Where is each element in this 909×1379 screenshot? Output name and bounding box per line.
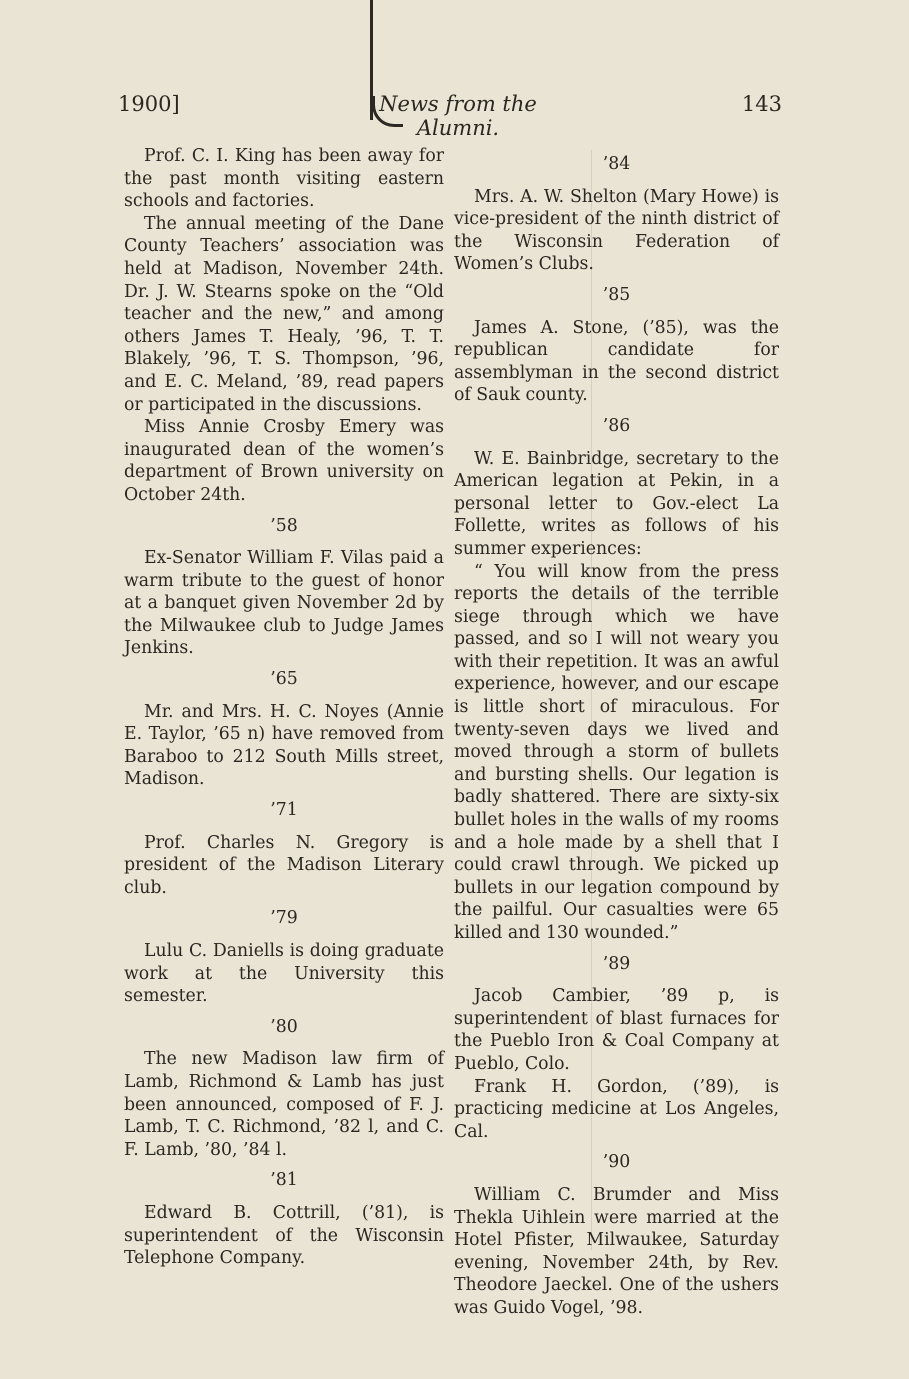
- class-year-heading: ’86: [602, 415, 631, 436]
- class-year-heading: ’89: [602, 953, 631, 974]
- news-paragraph: Prof. Charles N. Gregory is president of the Madison Literary club.: [124, 832, 444, 898]
- class-year-heading: ’71: [270, 800, 298, 821]
- news-paragraph: Prof. C. I. King has been away for the past month visiting eastern schools and factories.: [124, 146, 444, 212]
- class-year-heading: ’58: [270, 515, 298, 536]
- news-paragraph: Mrs. A. W. Shelton (Mary Howe) is vice-president of the ninth district of the Wisconsin Federation of Women’s Clubs.: [454, 186, 779, 275]
- header-year: 1900]: [118, 92, 180, 116]
- news-paragraph: Edward B. Cottrill, (’81), is superintendent of the Wisconsin Telephone Company.: [124, 1202, 444, 1269]
- news-paragraph: “ You will know from the press reports the details of the terrible siege through which we have passed, and so I will not weary you with their repetition. It was an awful experience, however, and our escape is little short of miraculous. For twenty-seven days we lived and moved through a storm of bullets and bursting shells. Our legation is badly shattered. There are sixty-six bullet holes in the walls of my rooms and a hole made by a shell that I could crawl through. We picked up bullets in our legation compound by the pailful. Our casualties were 65 killed and 130 wounded.”: [454, 561, 779, 943]
- news-paragraph: Miss Annie Crosby Emery was inaugurated dean of the women’s department of Brown university on October 24th.: [124, 417, 444, 505]
- news-paragraph: W. E. Bainbridge, secretary to the American legation at Pekin, in a personal letter to Gov.-elect La Follette, writes as follows of his summer experiences:: [454, 448, 779, 559]
- news-paragraph: Lulu C. Daniells is doing graduate work at the University this semester.: [124, 941, 444, 1007]
- news-paragraph: The new Madison law firm of Lamb, Richmond & Lamb has just been announced, composed of F. J. Lamb, T. C. Richmond, ’82 l, and C. F. Lamb, ’80, ’84 l.: [124, 1049, 444, 1160]
- class-year-heading: ’79: [270, 908, 298, 929]
- class-year-heading: ’84: [602, 154, 631, 174]
- left-column: [124, 145, 444, 1270]
- class-year-heading: ’80: [270, 1016, 298, 1037]
- news-paragraph: Jacob Cambier, ’89 p, is superintendent of blast furnaces for the Pueblo Iron & Coal Company at Pueblo, Colo.: [454, 986, 779, 1074]
- news-paragraph: James A. Stone, (’85), was the republican candidate for assemblyman in the second district of Sauk county.: [454, 317, 779, 406]
- news-paragraph: Frank H. Gordon, (’89), is practicing medicine at Los Angeles, Cal.: [454, 1076, 779, 1142]
- class-year-heading: ’90: [602, 1152, 631, 1173]
- news-paragraph: William C. Brumder and Miss Thekla Uihlein were married at the Hotel Pfister, Milwaukee, Saturday evening, November 24th, by Rev. Theodore Jaeckel. One of the ushers was Guido Vogel, ’98.: [454, 1184, 779, 1318]
- news-paragraph: Mr. and Mrs. H. C. Noyes (Annie E. Taylor, ’65 n) have removed from Baraboo to 212 South Mills street, Madison.: [124, 701, 444, 790]
- running-header: [118, 92, 788, 140]
- news-paragraph: Ex-Senator William F. Vilas paid a warm tribute to the guest of honor at a banquet given November 2d by the Milwaukee club to Judge James Jenkins.: [124, 548, 444, 659]
- right-column: [454, 145, 779, 1320]
- class-year-heading: ’85: [602, 284, 631, 305]
- header-title: News from the Alumni.: [379, 92, 537, 140]
- class-year-heading: ’81: [270, 1170, 298, 1191]
- page-number: 143: [741, 92, 782, 116]
- class-year-heading: ’65: [270, 669, 298, 690]
- news-paragraph: The annual meeting of the Dane County Teachers’ association was held at Madison, November 24th. Dr. J. W. Stearns spoke on the “Old teacher and the new,” and among others James T. Healy, ’96, T. T. Blakely, ’96, T. S. Thompson, ’96, and E. C. Meland, ’89, read papers or participated in the discussions.: [124, 213, 444, 415]
